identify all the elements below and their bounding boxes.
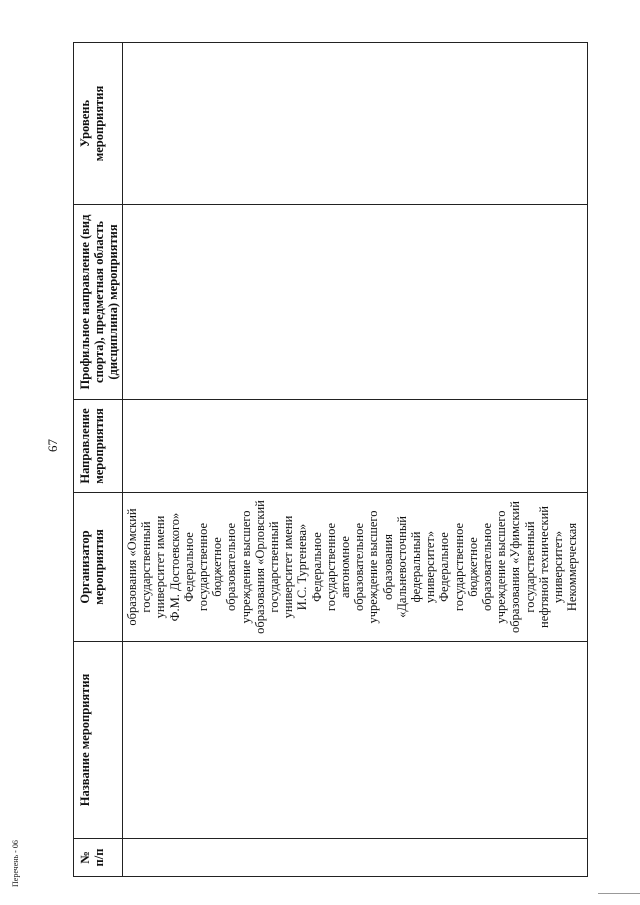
cell-direction — [123, 400, 588, 493]
header-level — [74, 43, 123, 205]
organizer-line: бюджетное — [465, 537, 480, 597]
organizer-line: И.С. Тургенева» — [295, 523, 310, 611]
header-line: (дисциплина) мероприятия — [106, 224, 120, 380]
header-line: спорта), предметная область — [92, 221, 106, 383]
table-header-row — [74, 43, 123, 877]
organizer-line: университет» — [551, 530, 566, 604]
organizer-line: федеральный — [409, 531, 424, 603]
header-line: мероприятия — [92, 408, 106, 484]
header-line: п/п — [92, 848, 106, 867]
organizer-line: учреждение высшего — [366, 510, 381, 624]
organizer-line: Некоммерческая — [565, 522, 580, 612]
header-line: мероприятия — [92, 529, 106, 605]
organizer-line: «Дальневосточный — [394, 516, 409, 618]
organizer-line: учреждение высшего — [238, 510, 253, 624]
events-table — [73, 42, 588, 877]
footer-label: Перечень - 06 — [11, 840, 20, 887]
table-row — [123, 43, 588, 877]
header-line: Направление — [78, 408, 92, 484]
organizer-line: университет имени — [153, 515, 168, 619]
organizer-line: государственное — [451, 522, 466, 612]
header-line: Организатор — [78, 530, 92, 604]
header-line: Название мероприятия — [78, 673, 92, 807]
organizer-line: образовательное — [224, 522, 239, 612]
header-line: Уровень — [78, 99, 92, 148]
organizer-line: университет имени — [281, 515, 296, 619]
cell-profile — [123, 205, 588, 400]
organizer-line: образования «Орловский — [252, 500, 267, 634]
organizer-line: нефтяной технический — [536, 506, 551, 628]
cell-organizer — [123, 493, 588, 642]
header-line: № — [78, 851, 92, 864]
header-profile — [74, 205, 123, 400]
organizer-line: государственный — [267, 521, 282, 613]
organizer-line: автономное — [338, 536, 353, 598]
organizer-line: государственный — [139, 521, 154, 613]
header-name — [74, 642, 123, 839]
organizer-line: Ф.М. Достоевского» — [167, 512, 182, 622]
organizer-line: образования «Уфимский — [508, 501, 523, 633]
cell-name — [123, 642, 588, 839]
organizer-line: Федеральное — [309, 532, 324, 602]
cell-num — [123, 839, 588, 877]
organizer-line: государственный — [522, 521, 537, 613]
organizer-line: учреждение высшего — [494, 510, 509, 624]
organizer-line: Федеральное — [437, 532, 452, 602]
header-line: Профильное направление (вид — [78, 214, 92, 390]
events-table-sheet — [73, 43, 588, 877]
organizer-line: образовательное — [352, 522, 367, 612]
organizer-line: образования — [380, 534, 395, 600]
organizer-line: образовательное — [480, 522, 495, 612]
organizer-line: государственное — [196, 522, 211, 612]
organizer-line: университет» — [423, 530, 438, 604]
bottom-divider — [598, 893, 640, 894]
header-direction — [74, 400, 123, 493]
organizer-line: образования «Омский — [125, 508, 139, 626]
page-number: 67 — [45, 439, 60, 452]
cell-level — [123, 43, 588, 205]
organizer-line: Федеральное — [181, 532, 196, 602]
organizer-line: бюджетное — [210, 537, 225, 597]
header-organizer — [74, 493, 123, 642]
header-line: мероприятия — [92, 85, 106, 162]
organizer-line: государственное — [323, 522, 338, 612]
header-num — [74, 839, 123, 877]
